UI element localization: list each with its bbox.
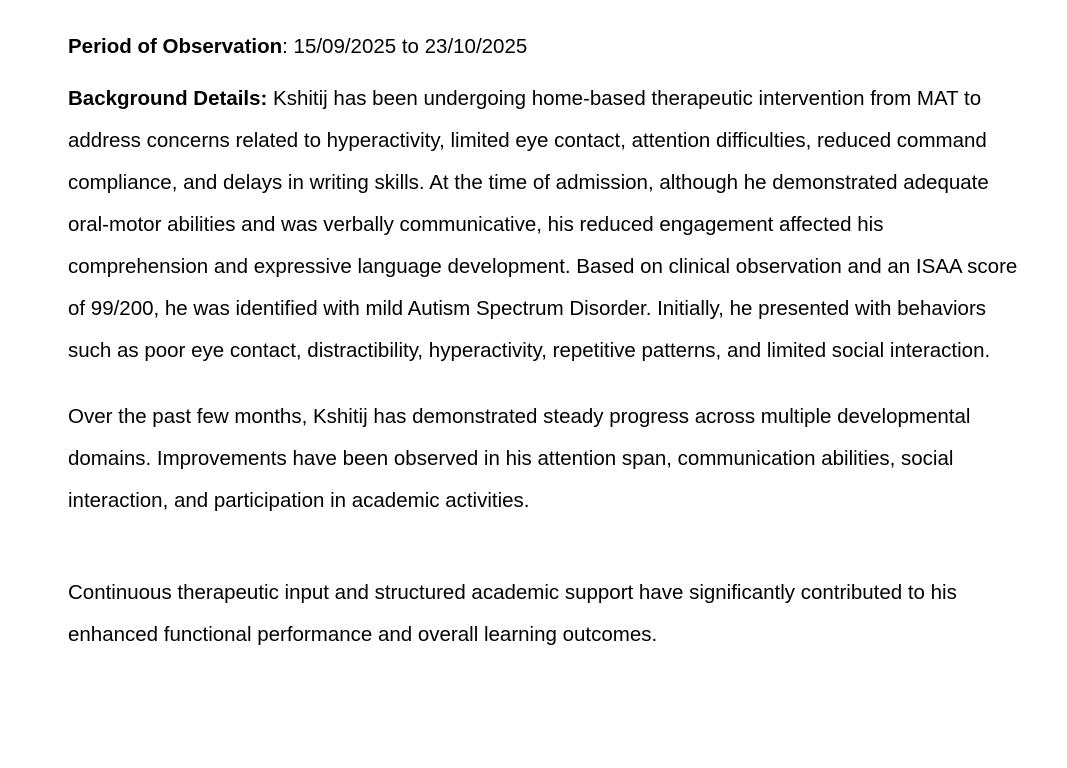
conclusion-paragraph: Continuous therapeutic input and structured academic support have significantly contributed to his enhanced functional performance and overall learning outcomes. (68, 581, 957, 646)
background-paragraph (68, 78, 1028, 372)
observation-separator: : (282, 35, 288, 58)
background-label: Background Details: (68, 87, 268, 110)
observation-label: Period of Observation (68, 35, 283, 58)
background-text: Kshitij has been undergoing home-based therapeutic intervention from MAT to address concerns related to hyperactivity, limited eye contact, attention difficulties, reduced command compliance, and delays in writing skills. At the time of admission, although he demonstrated adequate oral-motor abilities and was verbally communicative, his reduced engagement affected his comprehension and expressive language development. Based on clinical observation and an ISAA score of 99/200, he was identified with mild Autism Spectrum Disorder. Initially, he presented with behaviors such as poor eye contact, distractibility, hyperactivity, repetitive patterns, and limited social interaction. (68, 87, 1018, 362)
observation-value: 15/09/2025 to 23/10/2025 (287, 35, 528, 58)
progress-paragraph: Over the past few months, Kshitij has demonstrated steady progress across multiple developmental domains. Improvements have been observed in his attention span, communication abilities, social interaction, and participation in academic activities. (68, 405, 971, 512)
observation-period (68, 26, 1028, 68)
report-body (68, 26, 1028, 656)
